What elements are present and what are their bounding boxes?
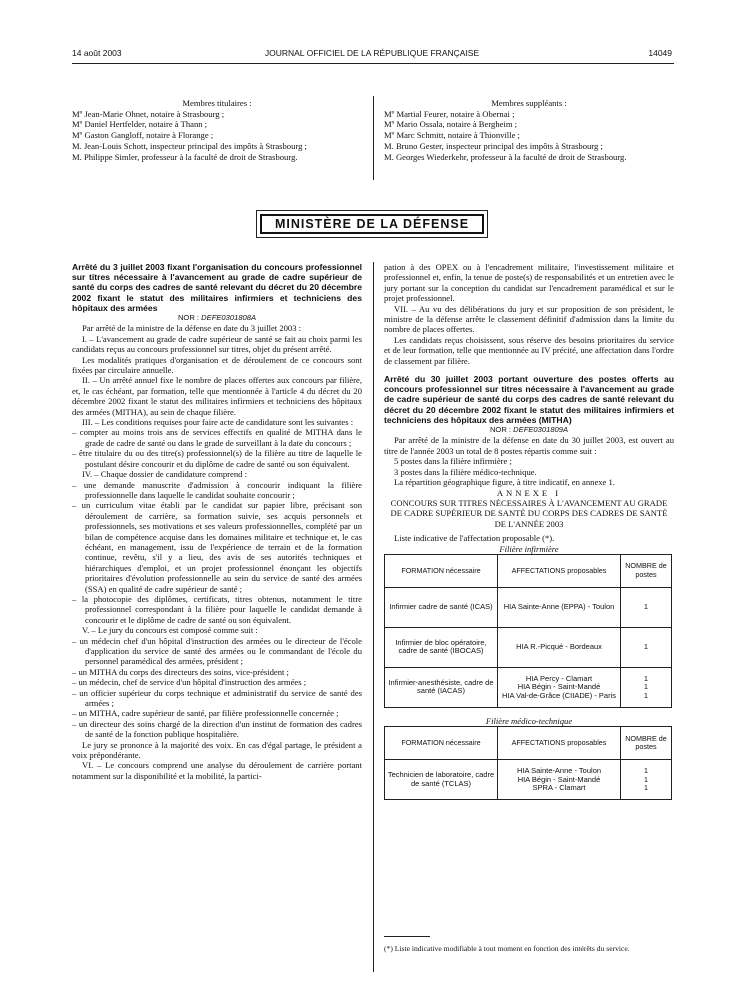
ministry-title: MINISTÈRE DE LA DÉFENSE bbox=[260, 214, 484, 234]
members-suppleants bbox=[384, 98, 674, 162]
nombre-header: NOMBRE de postes bbox=[621, 554, 672, 587]
paragraph: – un MITHA du corps des directeurs des soins, vice-président ; bbox=[72, 666, 289, 677]
page-header bbox=[72, 48, 672, 62]
table-row bbox=[385, 627, 672, 667]
cell-affectations: HIA Sainte-Anne (EPPA) - Toulon bbox=[498, 587, 621, 627]
paragraph: V. – Le jury du concours est composé comme suit : bbox=[82, 625, 258, 636]
paragraph: – un directeur des soins chargé de la direction d'un institut de formation des cadres de santé de la fonction publique hospitalière. bbox=[72, 718, 362, 740]
paragraph: La répartition géographique figure, à titre indicatif, en annexe 1. bbox=[394, 477, 615, 488]
header-rule bbox=[72, 63, 674, 64]
paragraph: – un officier supérieur du corps technique et administratif du service de santé des armées ; bbox=[72, 687, 362, 709]
member-titulaire: M. Jean-Louis Schott, inspecteur principal des impôts à Strasbourg ; bbox=[72, 140, 307, 151]
member-titulaire: Mº Daniel Hertfelder, notaire à Thann ; bbox=[72, 119, 208, 130]
header-date: 14 août 2003 bbox=[72, 48, 122, 58]
paragraph: – être titulaire du ou des titre(s) professionnel(s) de la filière au titre de laquelle le postulant désire concourir et du diplôme de cadre de santé ou son équivalent. bbox=[72, 448, 362, 469]
paragraph: Le jury se prononce à la majorité des voix. En cas d'égal partage, le président a voix prépondérante. bbox=[72, 739, 362, 761]
members-divider bbox=[373, 96, 374, 180]
cell-affectations: HIA Percy - Clamart HIA Bégin - Saint-Mandé HIA Val-de-Grâce (CIIADE) - Paris bbox=[498, 667, 621, 707]
member-titulaire: Mº Jean-Marie Ohnet, notaire à Strasbourg ; bbox=[72, 108, 225, 119]
annexe-heading: CONCOURS SUR TITRES NÉCESSAIRES À L'AVANCEMENT AU GRADE DE CADRE SUPÉRIEUR DE SANTÉ DU CORPS DES CADRES DE SANTÉ DE L'ANNÉE 2003 bbox=[390, 497, 668, 529]
paragraph: – compter au moins trois ans de services effectifs en qualité de MITHA dans le grade de cadre de santé ou dans le grade de surveillant à la date du concours ; bbox=[72, 427, 362, 448]
titulaires-title: Membres titulaires : bbox=[182, 98, 252, 108]
cell-nombre: 1 bbox=[621, 587, 672, 627]
titulaires-list bbox=[72, 109, 362, 163]
footnote-rule bbox=[384, 936, 430, 937]
member-suppleant: Mº Mario Ossala, notaire à Bergheim ; bbox=[384, 119, 518, 130]
filiere-medico-title: Filière médico-technique bbox=[485, 715, 573, 726]
cell-formation: Infirmier-anesthésiste, cadre de santé (IACAS) bbox=[385, 667, 498, 707]
members-titulaires bbox=[72, 98, 362, 162]
arrete1-continued bbox=[384, 262, 674, 366]
cell-formation: Technicien de laboratoire, cadre de santé (TCLAS) bbox=[385, 760, 498, 800]
cell-nombre: 1 bbox=[621, 627, 672, 667]
filiere-infirmiere-title: Filière infirmière bbox=[499, 543, 559, 554]
paragraph: 5 postes dans la filière infirmière ; bbox=[394, 456, 512, 467]
cell-affectations: HIA Sainte-Anne - Toulon HIA Bégin - Saint-Mandé SPRA - Clamart bbox=[498, 760, 621, 800]
left-column bbox=[72, 262, 362, 781]
arrete2-body bbox=[384, 435, 674, 487]
paragraph: IV. – Chaque dossier de candidature comprend : bbox=[82, 469, 247, 480]
arrete1-nor: NOR : DEFE0301808A bbox=[177, 313, 257, 323]
paragraph: Par arrêté de la ministre de la défense en date du 30 juillet 2003, est ouvert au titre de l'année 2003 un total de 8 postes répartis comme suit : bbox=[384, 435, 674, 456]
suppleants-list bbox=[384, 109, 674, 163]
paragraph: – une demande manuscrite d'admission à concourir indiquant la filière professionnelle dans laquelle le candidat souhaite concourir ; bbox=[72, 479, 362, 500]
annexe-liste: Liste indicative de l'affectation proposable (*). bbox=[394, 533, 555, 544]
formation-header: FORMATION nécessaire bbox=[385, 554, 498, 587]
cell-formation: Infirmier cadre de santé (ICAS) bbox=[385, 587, 498, 627]
table-row bbox=[385, 587, 672, 627]
ministry-box bbox=[256, 210, 488, 238]
paragraph: Par arrêté de la ministre de la défense en date du 3 juillet 2003 : bbox=[82, 323, 302, 334]
arrete1-body bbox=[72, 323, 362, 781]
arrete1-title: Arrêté du 3 juillet 2003 fixant l'organisation du concours professionnel sur titres nécessaire à l'avancement au grade de cadre supérieur de santé du corps des cadres de santé relevant du décret du 20 décembre 2002 fixant le statut des militaires infirmiers et techniciens des hôpitaux des armées bbox=[72, 262, 362, 313]
cell-nombre: 1 1 1 bbox=[621, 760, 672, 800]
paragraph: Les candidats reçus choisissent, sous réserve des besoins prioritaires du service et de leur formation, telle que mentionnée au IV précité, une affectation dans l'ordre de classement par filière. bbox=[384, 334, 674, 366]
arrete2-title: Arrêté du 30 juillet 2003 portant ouverture des postes offerts au concours professionnel sur titres nécessaire à l'avancement au grade de cadre supérieur de santé du corps des cadres de santé relevant du décret du 20 décembre 2002 fixant le statut des militaires infirmiers et techniciens des hôpitaux des armées (MITHA) bbox=[384, 374, 674, 425]
member-suppleant: Mº Martial Feurer, notaire à Obernai ; bbox=[384, 108, 515, 119]
cell-formation: Infirmier de bloc opératoire, cadre de santé (IBOCAS) bbox=[385, 627, 498, 667]
member-suppleant: M. Bruno Gester, inspecteur principal des impôts à Strasbourg ; bbox=[384, 140, 603, 151]
member-suppleant: Mº Marc Schmitt, notaire à Thionville ; bbox=[384, 130, 520, 141]
column-divider bbox=[373, 262, 374, 972]
paragraph: – un MITHA, cadre supérieur de santé, par filière professionnelle concernée ; bbox=[72, 708, 339, 719]
paragraph: II. – Un arrêté annuel fixe le nombre de places offertes aux concours par filière, et, le cas échéant, par formation, telle que mentionnée à l'article 4 du décret du 20 décembre 2002 fixant le statut des militaires infirmiers et techniciens des hôpitaux des armées (MITHA), au sein de chaque filière. bbox=[72, 375, 362, 417]
suppleants-title: Membres suppléants : bbox=[491, 98, 567, 108]
member-suppleant: M. Georges Wiederkehr, professeur à la faculté de droit de Strasbourg. bbox=[384, 151, 627, 162]
paragraph: VI. – Le concours comprend une analyse du déroulement de carrière portant notamment sur la disponibilité et la mobilité, la partici- bbox=[72, 760, 362, 781]
table-medico-technique bbox=[384, 726, 672, 800]
affectations-header: AFFECTATIONS proposables bbox=[498, 554, 621, 587]
cell-affectations: HIA R.-Picqué - Bordeaux bbox=[498, 627, 621, 667]
arrete2-nor: NOR : DEFE0301809A bbox=[489, 425, 569, 435]
paragraph: – la photocopie des diplômes, certificats, titres obtenus, notamment le titre professionnel correspondant à la filière pour laquelle le candidat demande à concourir et le diplôme de cadre de santé ou son équivalent. bbox=[72, 593, 362, 625]
paragraph: – un médecin, chef de service d'un hôpital d'instruction des armées ; bbox=[72, 677, 307, 688]
table-infirmiere bbox=[384, 554, 672, 708]
footnote: (*) Liste indicative modifiable à tout moment en fonction des intérêts du service. bbox=[384, 944, 630, 953]
paragraph: pation à des OPEX ou à l'encadrement militaire, l'investissement militaire et professionnel et, enfin, la tenue de poste(s) de responsabilités et un entretien avec le jury portant sur la conception du candidat sur l'encadrement paramédical et sur le projet professionnel. bbox=[384, 262, 674, 304]
table-header-row bbox=[385, 554, 672, 587]
nombre-header: NOMBRE de postes bbox=[621, 727, 672, 760]
table-header-row bbox=[385, 727, 672, 760]
table-row bbox=[385, 667, 672, 707]
member-titulaire: M. Philippe Simler, professeur à la faculté de droit de Strasbourg. bbox=[72, 151, 298, 162]
header-page-number: 14049 bbox=[648, 48, 672, 58]
paragraph: 3 postes dans la filière médico-technique. bbox=[394, 466, 537, 477]
paragraph: – un médecin chef d'un hôpital d'instruction des armées ou le directeur de l'école d'application du service de santé des armées ou le commandant de l'école du personnel paramédical des armées, président ; bbox=[72, 635, 362, 667]
right-column bbox=[384, 262, 674, 800]
annexe-title: ANNEXE I bbox=[496, 487, 562, 498]
cell-nombre: 1 1 1 bbox=[621, 667, 672, 707]
table-row bbox=[385, 760, 672, 800]
member-titulaire: Mº Gaston Gangloff, notaire à Florange ; bbox=[72, 130, 214, 141]
affectations-header: AFFECTATIONS proposables bbox=[498, 727, 621, 760]
header-journal: JOURNAL OFFICIEL DE LA RÉPUBLIQUE FRANÇAISE bbox=[264, 48, 480, 58]
paragraph: III. – Les conditions requises pour faire acte de candidature sont les suivantes : bbox=[82, 417, 354, 428]
formation-header: FORMATION nécessaire bbox=[385, 727, 498, 760]
paragraph: I. – L'avancement au grade de cadre supérieur de santé se fait au choix parmi les candidats reçus au concours professionnel sur titres, objet du présent arrêté. bbox=[72, 333, 362, 355]
paragraph: Les modalités pratiques d'organisation et de déroulement de ce concours sont fixées par circulaire annuelle. bbox=[72, 354, 362, 376]
paragraph: – un curriculum vitae établi par le candidat sur papier libre, précisant son déroulement de carrière, sa formation suivie, ses acquis personnels et professionnels, ses motivations et ses valeurs professionnelles, complété par un bilan de compétence acquise dans les domaines militaire et technique et, le cas échéant, en management, issu de l'expérience de terrain et de la formation continue, revêtu, s'il y a lieu, des avis de ses autorités techniques et hiérarchiques d'emploi, et un projet professionnel énonçant les objectifs prioritaires d'évolution professionnelle au sein du service de santé des armées (SSA) en qualité de cadre supérieur de santé ; bbox=[72, 500, 362, 594]
paragraph: VII. – Au vu des délibérations du jury et sur proposition de son président, le ministre de la défense arrête le classement définitif d'admission dans la limite du nombre de places offertes. bbox=[384, 303, 674, 335]
